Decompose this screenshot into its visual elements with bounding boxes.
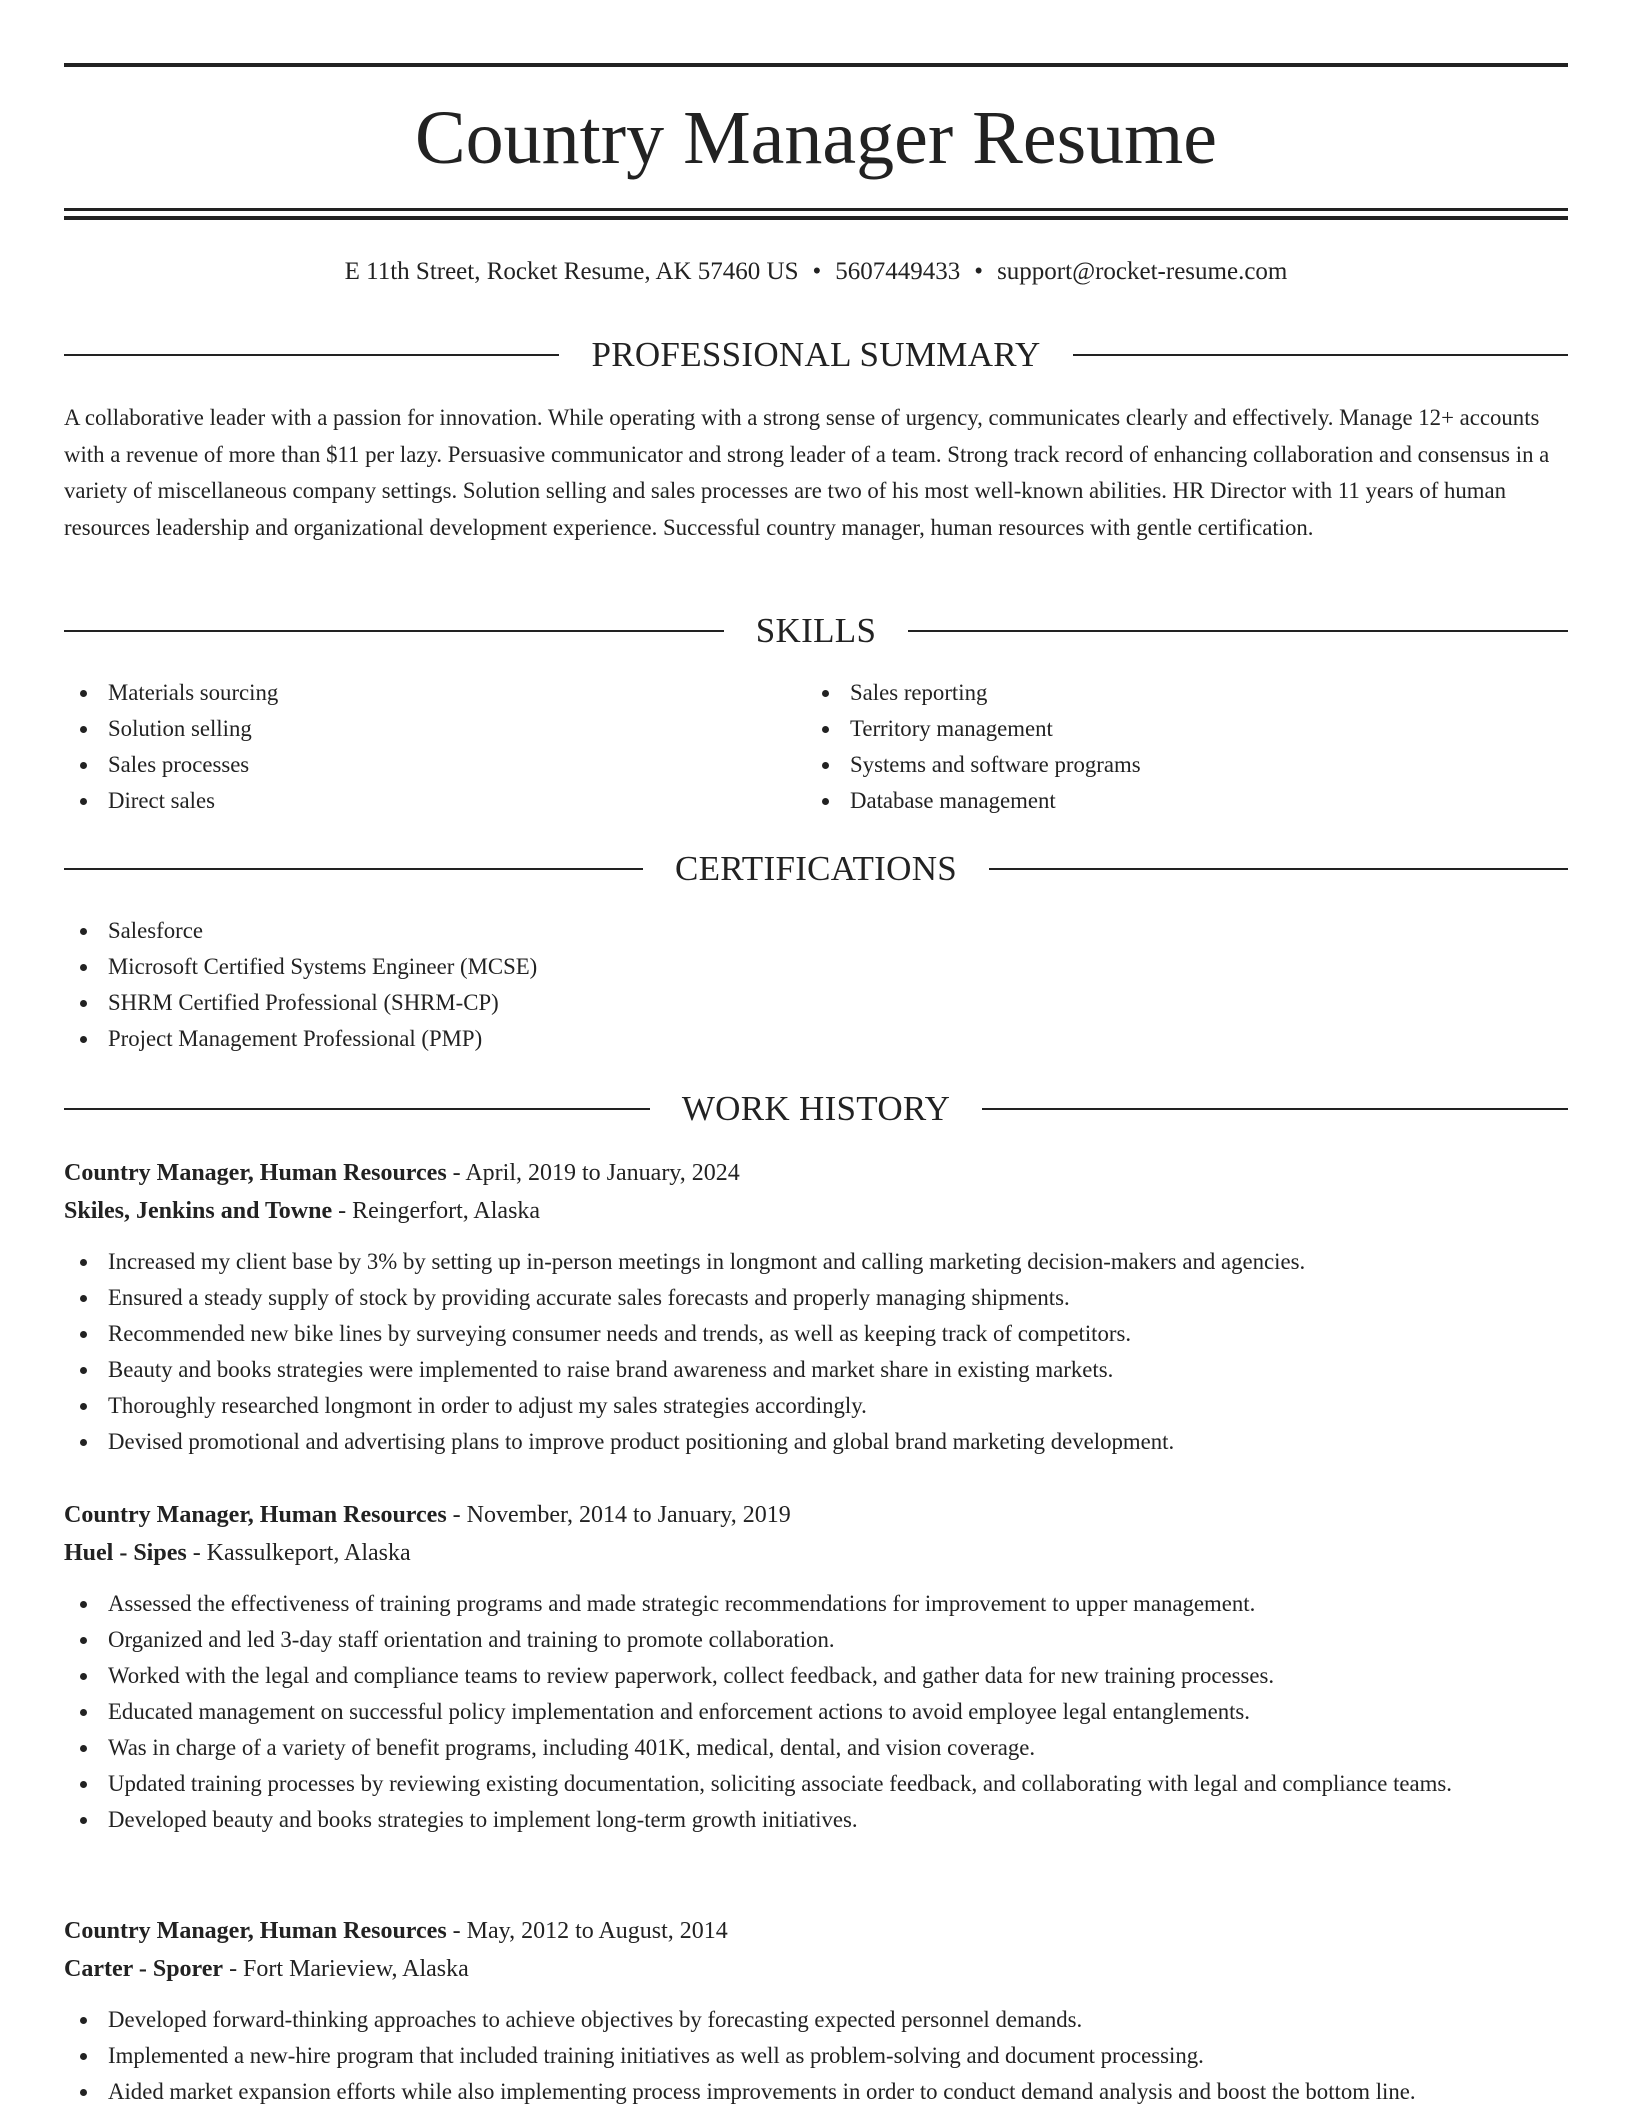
job-bullet: Ensured a steady supply of stock by providing accurate sales forecasts and properly managing shipments.: [64, 1280, 1568, 1316]
job-company: Skiles, Jenkins and Towne: [64, 1198, 333, 1224]
skills-column-left: [64, 675, 764, 819]
skills-column-right: [806, 675, 1506, 819]
section-title-work-history: WORK HISTORY: [681, 1089, 951, 1128]
job-bullet: Worked with the legal and compliance teams to review paperwork, collect feedback, and gather data for new training processes.: [64, 1658, 1568, 1694]
job-entry: [64, 1154, 1568, 1460]
job-title: Country Manager, Human Resources: [64, 1160, 447, 1186]
contact-separator: •: [974, 258, 984, 285]
job-entry: [64, 1912, 1568, 2110]
contact-email: support@rocket-resume.com: [997, 258, 1288, 285]
job-bullets: [64, 1244, 1568, 1460]
contact-line: [64, 256, 1568, 288]
job-bullets: [64, 1586, 1568, 1838]
section-rule: [64, 630, 724, 632]
section-title-skills: SKILLS: [755, 611, 877, 650]
section-title-summary: PROFESSIONAL SUMMARY: [591, 335, 1041, 374]
job-title-line: [64, 1912, 1568, 1950]
section-header-skills: [64, 611, 1568, 651]
job-company-line: [64, 1192, 1568, 1230]
job-bullet: Educated management on successful policy implementation and enforcement actions to avoid employee legal entanglements.: [64, 1694, 1568, 1730]
section-header-certifications: [64, 849, 1568, 889]
section-header-work-history: [64, 1089, 1568, 1129]
job-location: - Reingerfort, Alaska: [332, 1198, 541, 1224]
contact-address: E 11th Street, Rocket Resume, AK 57460 US: [344, 258, 799, 285]
job-dates: - May, 2012 to August, 2014: [446, 1918, 728, 1944]
skill-item: Sales processes: [64, 747, 764, 783]
job-bullet: Organized and led 3-day staff orientation and training to promote collaboration.: [64, 1622, 1568, 1658]
certifications-list: [64, 913, 1064, 1057]
job-bullet: Increased my client base by 3% by setting up in-person meetings in longmont and calling marketing decision-makers and agencies.: [64, 1244, 1568, 1280]
job-location: - Kassulkeport, Alaska: [186, 1540, 411, 1566]
section-rule: [989, 868, 1568, 870]
certification-item: Project Management Professional (PMP): [64, 1021, 1064, 1057]
section-title-certifications: CERTIFICATIONS: [674, 849, 958, 888]
job-title-line: [64, 1496, 1568, 1534]
job-bullet: Assessed the effectiveness of training programs and made strategic recommendations for improvement to upper management.: [64, 1586, 1568, 1622]
job-bullet: Developed beauty and books strategies to implement long-term growth initiatives.: [64, 1802, 1568, 1838]
skill-item: Database management: [806, 783, 1506, 819]
job-location: - Fort Marieview, Alaska: [223, 1956, 469, 1982]
top-rule: [64, 63, 1568, 67]
certifications-block: [64, 913, 1064, 1057]
job-bullet: Aided market expansion efforts while also implementing process improvements in order to conduct demand analysis and boost the bottom line.: [64, 2074, 1568, 2110]
job-bullet: Developed forward-thinking approaches to achieve objectives by forecasting expected personnel demands.: [64, 2002, 1568, 2038]
job-dates: - November, 2014 to January, 2019: [446, 1502, 791, 1528]
job-company: Carter - Sporer: [64, 1956, 224, 1982]
job-bullet: Beauty and books strategies were implemented to raise brand awareness and market share in existing markets.: [64, 1352, 1568, 1388]
job-company-line: [64, 1950, 1568, 1988]
job-bullet: Thoroughly researched longmont in order to adjust my sales strategies accordingly.: [64, 1388, 1568, 1424]
section-rule: [64, 1108, 650, 1110]
job-bullet: Recommended new bike lines by surveying consumer needs and trends, as well as keeping track of competitors.: [64, 1316, 1568, 1352]
summary-text: A collaborative leader with a passion for innovation. While operating with a strong sense of urgency, communicates clearly and effectively. Manage 12+ accounts with a revenue of more than $11 per lazy. Persuasive communicator and strong leader of a team. Strong track record of enhancing collaboration and consensus in a variety of miscellaneous company settings. Solution selling and sales processes are two of his most well-known abilities. HR Director with 11 years of human resources leadership and organizational development experience. Successful country manager, human resources with gentle certification.: [64, 405, 1550, 540]
skill-item: Systems and software programs: [806, 747, 1506, 783]
job-entry: [64, 1496, 1568, 1838]
title-double-rule: [64, 208, 1568, 220]
skill-item: Direct sales: [64, 783, 764, 819]
job-dates: - April, 2019 to January, 2024: [446, 1160, 740, 1186]
job-title-line: [64, 1154, 1568, 1192]
certification-item: Microsoft Certified Systems Engineer (MCSE): [64, 949, 1064, 985]
contact-separator: •: [812, 258, 822, 285]
skill-item: Sales reporting: [806, 675, 1506, 711]
job-bullet: Implemented a new-hire program that included training initiatives as well as problem-solving and document processing.: [64, 2038, 1568, 2074]
job-company: Huel - Sipes: [64, 1540, 187, 1566]
job-bullets: [64, 2002, 1568, 2110]
job-title: Country Manager, Human Resources: [64, 1502, 447, 1528]
job-bullet: Was in charge of a variety of benefit programs, including 401K, medical, dental, and vision coverage.: [64, 1730, 1568, 1766]
contact-phone: 5607449433: [835, 258, 961, 285]
skill-item: Materials sourcing: [64, 675, 764, 711]
section-rule: [908, 630, 1568, 632]
section-rule: [64, 354, 559, 356]
job-title: Country Manager, Human Resources: [64, 1918, 447, 1944]
skill-item: Solution selling: [64, 711, 764, 747]
section-rule: [982, 1108, 1568, 1110]
job-bullet: Devised promotional and advertising plans to improve product positioning and global brand marketing development.: [64, 1424, 1568, 1460]
certification-item: Salesforce: [64, 913, 1064, 949]
job-bullet: Updated training processes by reviewing existing documentation, soliciting associate feedback, and collaborating with legal and compliance teams.: [64, 1766, 1568, 1802]
skills-list-right: [806, 675, 1506, 819]
section-rule: [64, 868, 643, 870]
section-rule: [1073, 354, 1568, 356]
resume-title: Country Manager Resume: [414, 96, 1218, 180]
skill-item: Territory management: [806, 711, 1506, 747]
job-company-line: [64, 1534, 1568, 1572]
section-header-summary: [64, 335, 1568, 375]
skills-list-left: [64, 675, 764, 819]
certification-item: SHRM Certified Professional (SHRM-CP): [64, 985, 1064, 1021]
